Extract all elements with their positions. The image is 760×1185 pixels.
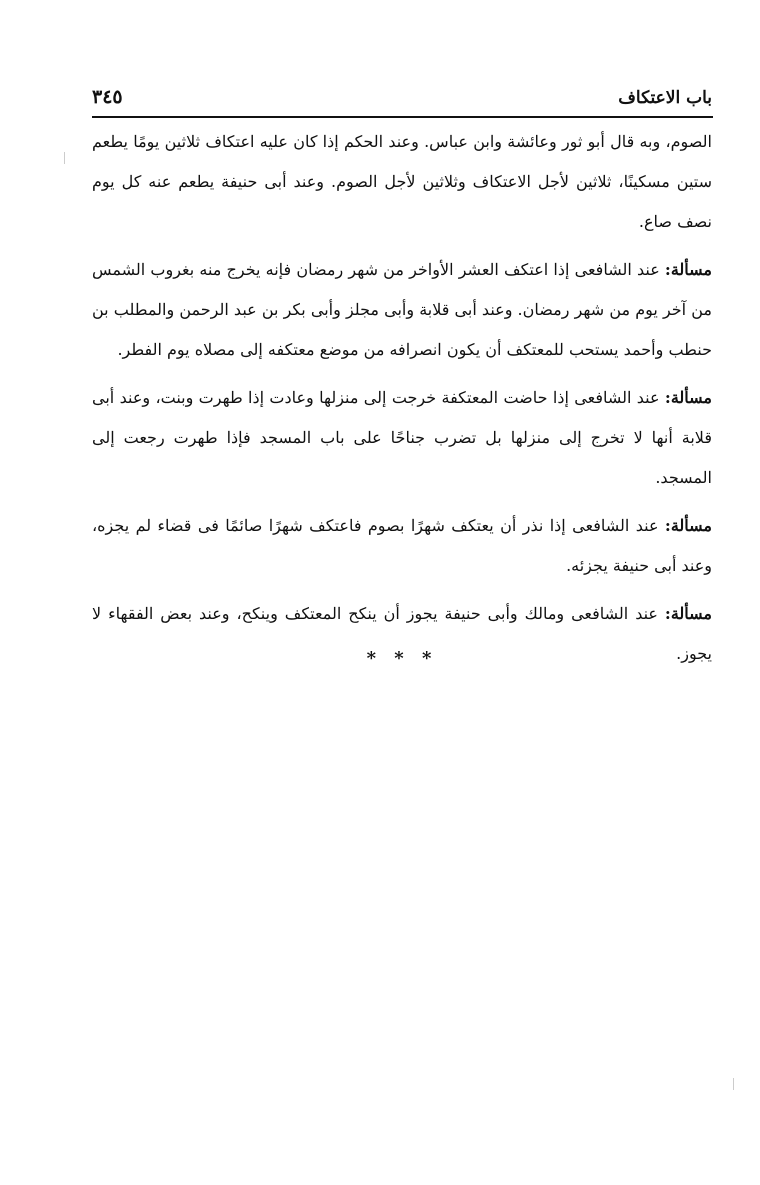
paragraph-text: عند الشافعى إذا اعتكف العشر الأواخر من شهر رمضان فإنه يخرج منه بغروب الشمس من آخر يوم من شهر رمضان. وعند أبى قلابة وأبى مجلز وأبى بكر بن عبد الرحمن والمطلب بن حنطب وأحمد يستحب للمعتكف أن يكون انصرافه من موضع معتكفه إلى مصلاه يوم الفطر. (92, 260, 712, 359)
scan-edge-mark (733, 1078, 734, 1090)
scan-edge-mark (64, 152, 65, 164)
running-header (92, 84, 712, 118)
masala-term: مسألة: (664, 260, 712, 279)
page-body (92, 122, 712, 682)
paragraph-masala-2 (92, 378, 712, 498)
paragraph-masala-3 (92, 506, 712, 586)
paragraph-text: الصوم، وبه قال أبو ثور وعائشة وابن عباس. وعند الحكم إذا كان عليه اعتكاف ثلاثين يومًا يطعم ستين مسكينًا، ثلاثين لأجل الاعتكاف وثلاثين لأجل الصوم. وعند أبى حنيفة يطعم عنه كل يوم نصف صاع. (92, 132, 712, 231)
paragraph-text: عند الشافعى إذا نذر أن يعتكف شهرًا بصوم فاعتكف شهرًا صائمًا فى قضاء لم يجزه، وعند أبى حنيفة يجزئه. (92, 516, 712, 575)
paragraph-text: عند الشافعى ومالك وأبى حنيفة يجوز أن ينكح المعتكف وينكح، وعند بعض الفقهاء لا يجوز. (92, 604, 712, 663)
masala-term: مسألة: (664, 516, 712, 535)
chapter-title: باب الاعتكاف (618, 88, 712, 108)
page-number: ٣٤٥ (92, 86, 123, 108)
paragraph-text: عند الشافعى إذا حاضت المعتكفة خرجت إلى منزلها وعادت إذا طهرت وبنت، وعند أبى قلابة أنها لا تخرج إلى منزلها بل تضرب جناحًا على باب المسجد فإذا طهرت رجعت إلى المسجد. (92, 388, 712, 487)
masala-term: مسألة: (664, 604, 712, 623)
paragraph-continuation (92, 122, 712, 242)
header-rule (92, 116, 713, 118)
masala-term: مسألة: (664, 388, 712, 407)
section-end-ornament: * * * (366, 648, 438, 669)
paragraph-masala-1 (92, 250, 712, 370)
